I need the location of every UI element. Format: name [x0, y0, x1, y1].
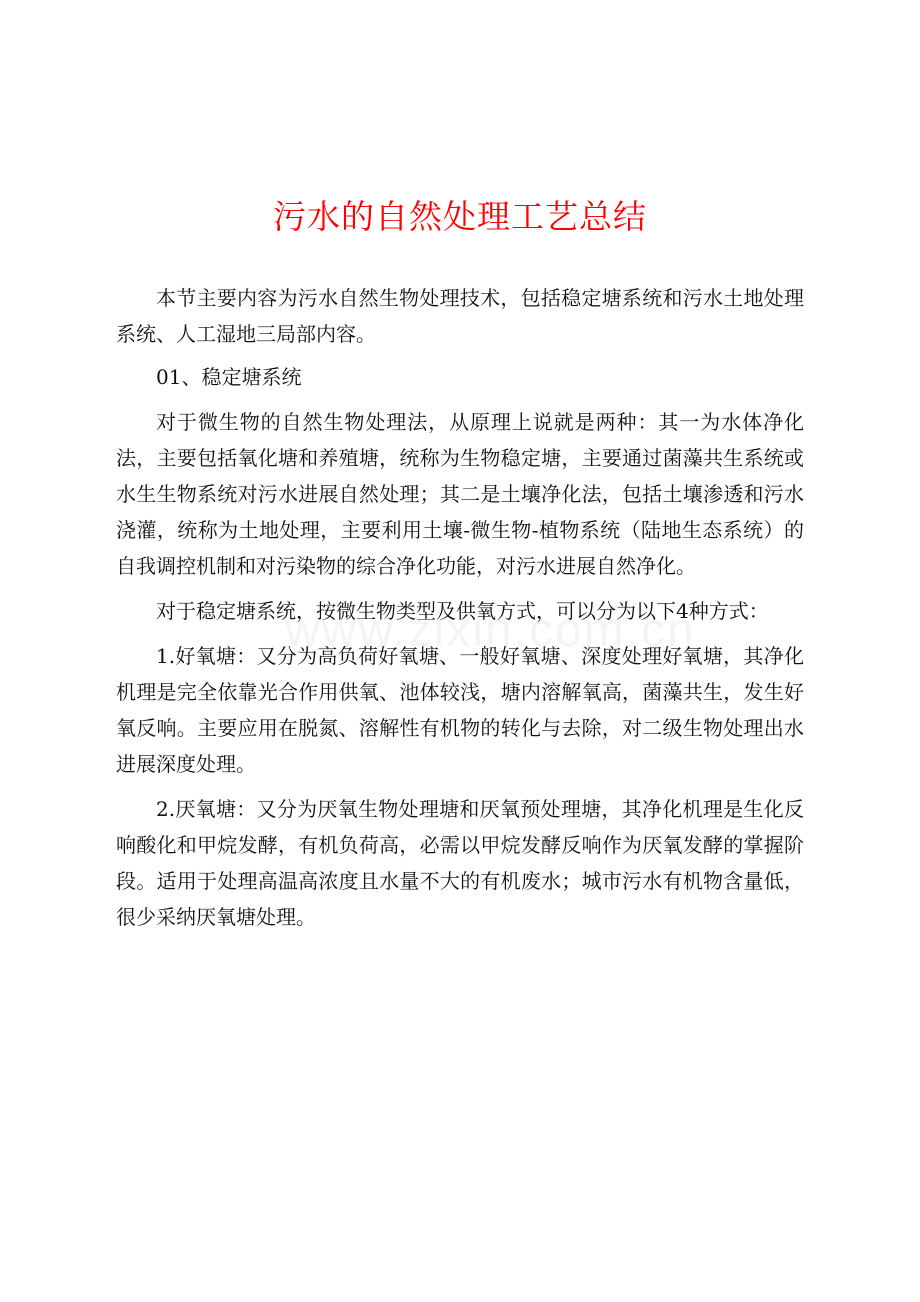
intro-paragraph: 本节主要内容为污水自然生物处理技术，包括稳定塘系统和污水土地处理系统、人工湿地三局部内容。	[116, 286, 804, 346]
classification-paragraph: 对于稳定塘系统，按微生物类型及供氧方式，可以分为以下4种方式：	[156, 599, 769, 623]
section-heading-stabilization-pond: 01、稳定塘系统	[156, 365, 302, 389]
principle-paragraph: 对于微生物的自然生物处理法，从原理上说就是两种：其一为水体净化法，主要包括氧化塘和养殖塘，统称为生物稳定塘，主要通过菌藻共生系统或水生生物系统对污水进展自然处理；其二是土壤净化法，包括土壤渗透和污水浇灌，统称为土地处理，主要利用土壤-微生物-植物系统（陆地生态系统）的自我调控机制和对污染物的综合净化功能，对污水进展自然净化。	[116, 410, 804, 578]
document-title: 污水的自然处理工艺总结	[273, 197, 647, 236]
aerobic-pond-paragraph: 1.好氧塘：又分为高负荷好氧塘、一般好氧塘、深度处理好氧塘，其净化机理是完全依靠光合作用供氧、池体较浅，塘内溶解氧高，菌藻共生，发生好氧反响。主要应用在脱氮、溶解性有机物的转化与去除，对二级生物处理出水进展深度处理。	[116, 644, 804, 776]
anaerobic-pond-paragraph: 2.厌氧塘：又分为厌氧生物处理塘和厌氧预处理塘，其净化机理是生化反响酸化和甲烷发酵，有机负荷高，必需以甲烷发酵反响作为厌氧发酵的掌握阶段。适用于处理高温高浓度且水量不大的有机废水；城市污水有机物含量低，很少采纳厌氧塘处理。	[116, 797, 804, 929]
document-body	[116, 280, 804, 935]
